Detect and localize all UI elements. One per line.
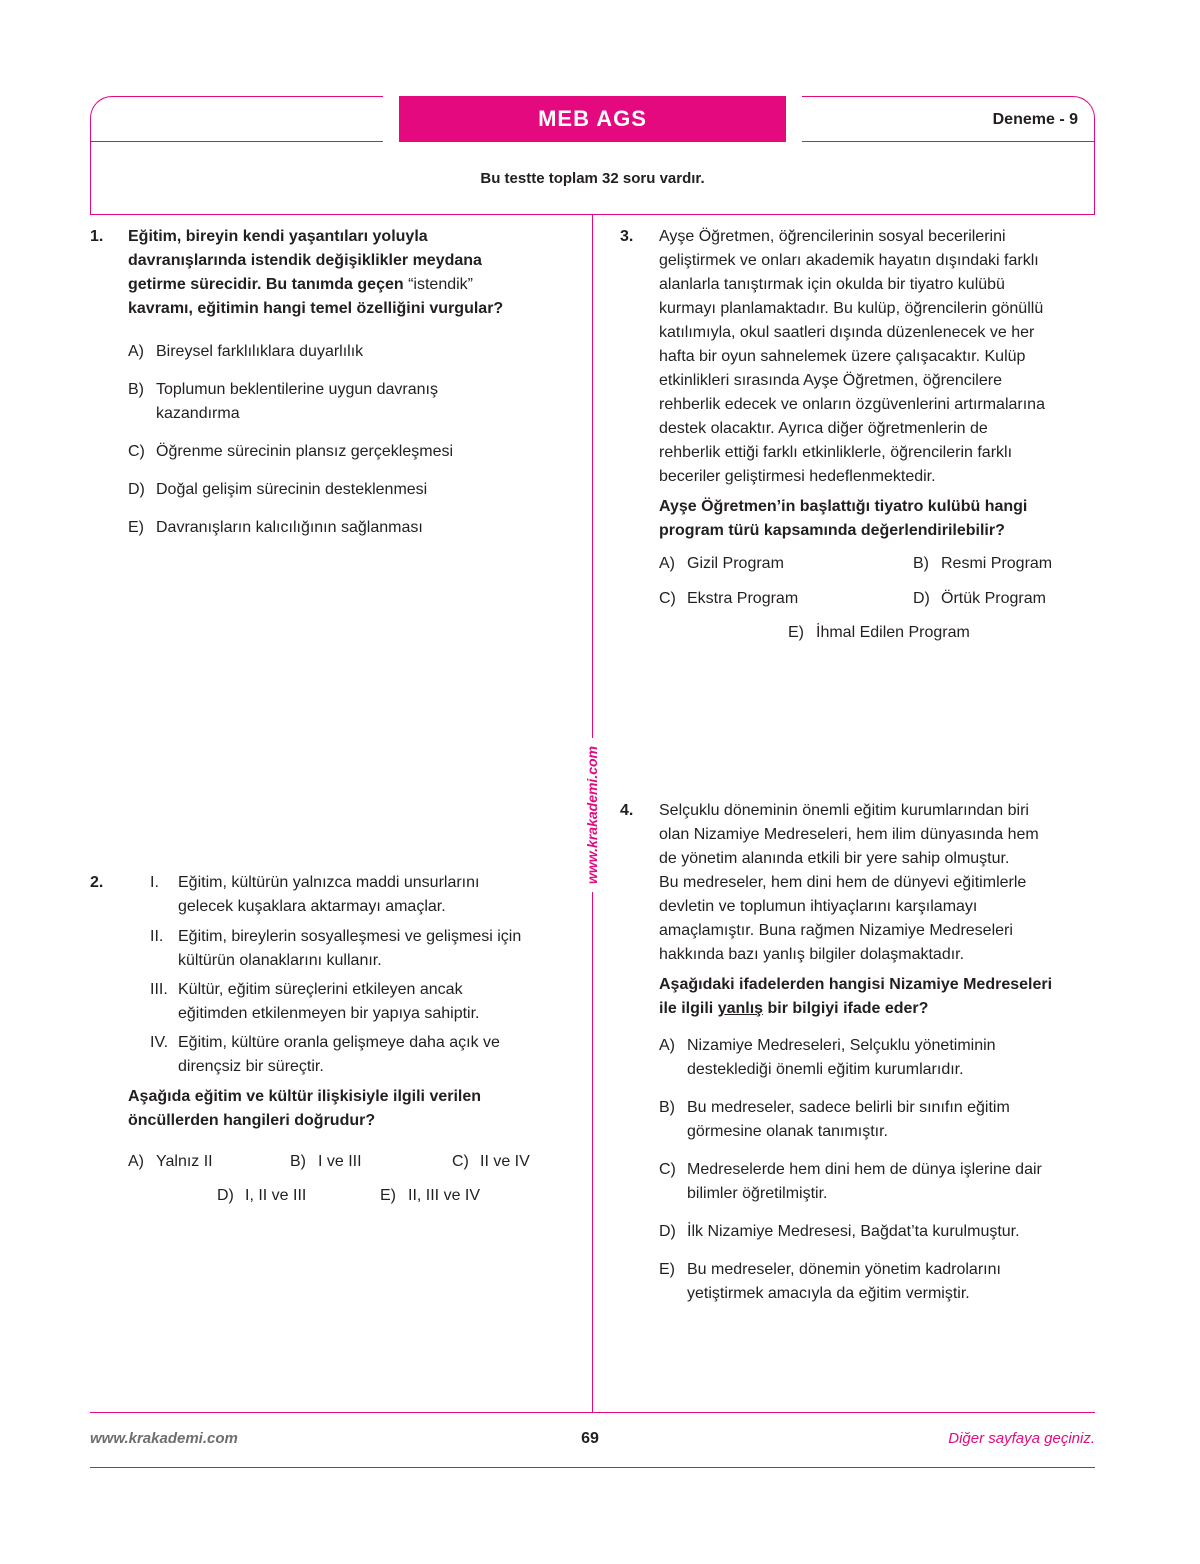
question-1: 1. Eğitim, bireyin kendi yaşantıları yoluyla davranışlarında istendik değişiklikler meydana getirme sürecidir. Bu tanımda geçen “istendik” kavramı, eğitimin hangi temel özelliğini vurgular? A) Bireysel farklılıklara duyarlılık B) Toplumun beklentilerine uygun davranış kazandırma C) Öğrenme sürecinin plansız gerçekleşmesi D) Doğal gelişim sürecinin desteklenmesi E) Davranışların kalıcılığının sağlanması: [90, 225, 560, 545]
question-passage: Ayşe Öğretmen, öğrencilerinin sosyal becerilerini geliştirmek ve onları akademik hayatın dışındaki farklı alanlarla tanıştırmak için okulda bir tiyatro kulübü kurmayı planlamaktadır. Bu kulüp, öğrencilerin gönüllü katılımıyla, okul saatleri dışında düzenlenecek ve her hafta bir oyun sahnelemek üzere çalışacaktır. Kulüp etkinlikleri sırasında Ayşe Öğretmen, öğrencilere rehberlik edecek ve onların özgüvenlerini artırmalarına destek olacaktır. Ayrıca diğer öğretmenlerin de rehberlik ettiği farklı etkinliklerle, öğrencilerin farklı beceriler geliştirmesi hedeflenmektedir.: [659, 228, 1045, 485]
header-title: MEB AGS: [399, 96, 786, 142]
question-passage: Selçuklu döneminin önemli eğitim kurumlarından biri olan Nizamiye Medreseleri, hem ilim dünyasında hem de yönetim alanında etkili bir yere sahip olmuştur. Bu medreseler, hem dini hem de dünyevi eğitimlerle devletin ve toplumun ihtiyaçlarını karşılamayı amaçlamıştır. Buna rağmen Nizamiye Medreseleri hakkında bazı yanlış bilgiler dolaşmaktadır.: [659, 802, 1039, 963]
question-number: 4.: [620, 802, 634, 819]
question-number: 3.: [620, 228, 634, 245]
footer-site: www.krakademi.com: [90, 1430, 238, 1447]
page-number: 69: [581, 1430, 599, 1447]
question-stem: Eğitim, bireyin kendi yaşantıları yoluyla davranışlarında istendik değişiklikler meydana getirme sürecidir. Bu tanımda geçen “istendik” kavramı, eğitimin hangi temel özelliğini vurgular?: [128, 228, 504, 317]
question-4: 4. Selçuklu döneminin önemli eğitim kurumlarından biri olan Nizamiye Medreseleri, hem ilim dünyasında hem de yönetim alanında etkili bir yere sahip olmuştur. Bu medreseler, hem dini hem de dünyevi eğitimlerle devletin ve toplumun ihtiyaçlarını karşılamayı amaçlamıştır. Buna rağmen Nizamiye Medreseleri hakkında bazı yanlış bilgiler dolaşmaktadır. Aşağıdaki ifadelerden hangisi Nizamiye Medreseleri ile ilgili yanlış bir bilgiyi ifade eder? A) Nizamiye Medreseleri, Selçuklu yönetiminin desteklediği önemli eğitim kurumlarıdır. B) Bu medreseler, sadece belirli bir sınıfın eğitim görmesine olanak tanımıştır. C) Medreselerde hem dini hem de dünya işlerine dair bilimler öğretilmiştir. D) İlk Nizamiye Medresesi, Bağdat’ta kurulmuştur. E) Bu medreseler, dönemin yönetim kadrolarını yetiştirmek amacıyla da eğitim vermiştir.: [620, 799, 1100, 1309]
question-2: 2. I. Eğitim, kültürün yalnızca maddi unsurlarını gelecek kuşaklara aktarmayı amaçlar. II. Eğitim, bireylerin sosyalleşmesi ve gelişmesi için kültürün olanaklarını kullanır. III. Kültür, eğitim süreçlerini etkileyen ancak eğitimden etkilenmeyen bir yapıya sahiptir. IV. Eğitim, kültüre oranla gelişmeye daha açık ve dirençsiz bir süreçtir. Aşağıda eğitim ve kültür ilişkisiyle ilgili verilen öncüllerden hangileri doğrudur? A) Yalnız II B) I ve III C) II ve IV D) I, II ve III E) II, III ve IV: [90, 871, 570, 1211]
question-3: 3. Ayşe Öğretmen, öğrencilerinin sosyal becerilerini geliştirmek ve onları akademik hayatın dışındaki farklı alanlarla tanıştırmak için okulda bir tiyatro kulübü kurmayı planlamaktadır. Bu kulüp, öğrencilerin gönüllü katılımıyla, okul saatleri dışında düzenlenecek ve her hafta bir oyun sahnelemek üzere çalışacaktır. Kulüp etkinlikleri sırasında Ayşe Öğretmen, öğrencilere rehberlik edecek ve onların özgüvenlerini artırmalarına destek olacaktır. Ayrıca diğer öğretmenlerin de rehberlik ettiği farklı etkinliklerle, öğrencilerin farklı beceriler geliştirmesi hedeflenmektedir. Ayşe Öğretmen’in başlattığı tiyatro kulübü hangi program türü kapsamında değerlendirilebilir? A) Gizil Program B) Resmi Program C) Ekstra Program D) Örtük Program E) İhmal Edilen Program: [620, 225, 1100, 655]
question-number: 1.: [90, 228, 104, 245]
next-page-note: Diğer sayfaya geçiniz.: [948, 1430, 1095, 1447]
exam-label: Deneme - 9: [802, 96, 1095, 142]
underlined-word: yanlış: [717, 1000, 764, 1017]
footer-rule-bottom: [90, 1467, 1095, 1468]
question-prompt: Ayşe Öğretmen’in başlattığı tiyatro kulübü hangi program türü kapsamında değerlendirilebilir?: [659, 498, 1028, 539]
question-prompt: Aşağıda eğitim ve kültür ilişkisiyle ilgili verilen öncüllerden hangileri doğrudur?: [128, 1088, 482, 1129]
footer-rule-top: [90, 1412, 1095, 1413]
test-info: Bu testte toplam 32 soru vardır.: [90, 142, 1095, 215]
question-prompt: Aşağıdaki ifadelerden hangisi Nizamiye Medreseleri ile ilgili yanlış bir bilgiyi ifade eder?: [659, 976, 1053, 1017]
header-left-box: [90, 96, 383, 142]
question-number: 2.: [90, 874, 104, 891]
